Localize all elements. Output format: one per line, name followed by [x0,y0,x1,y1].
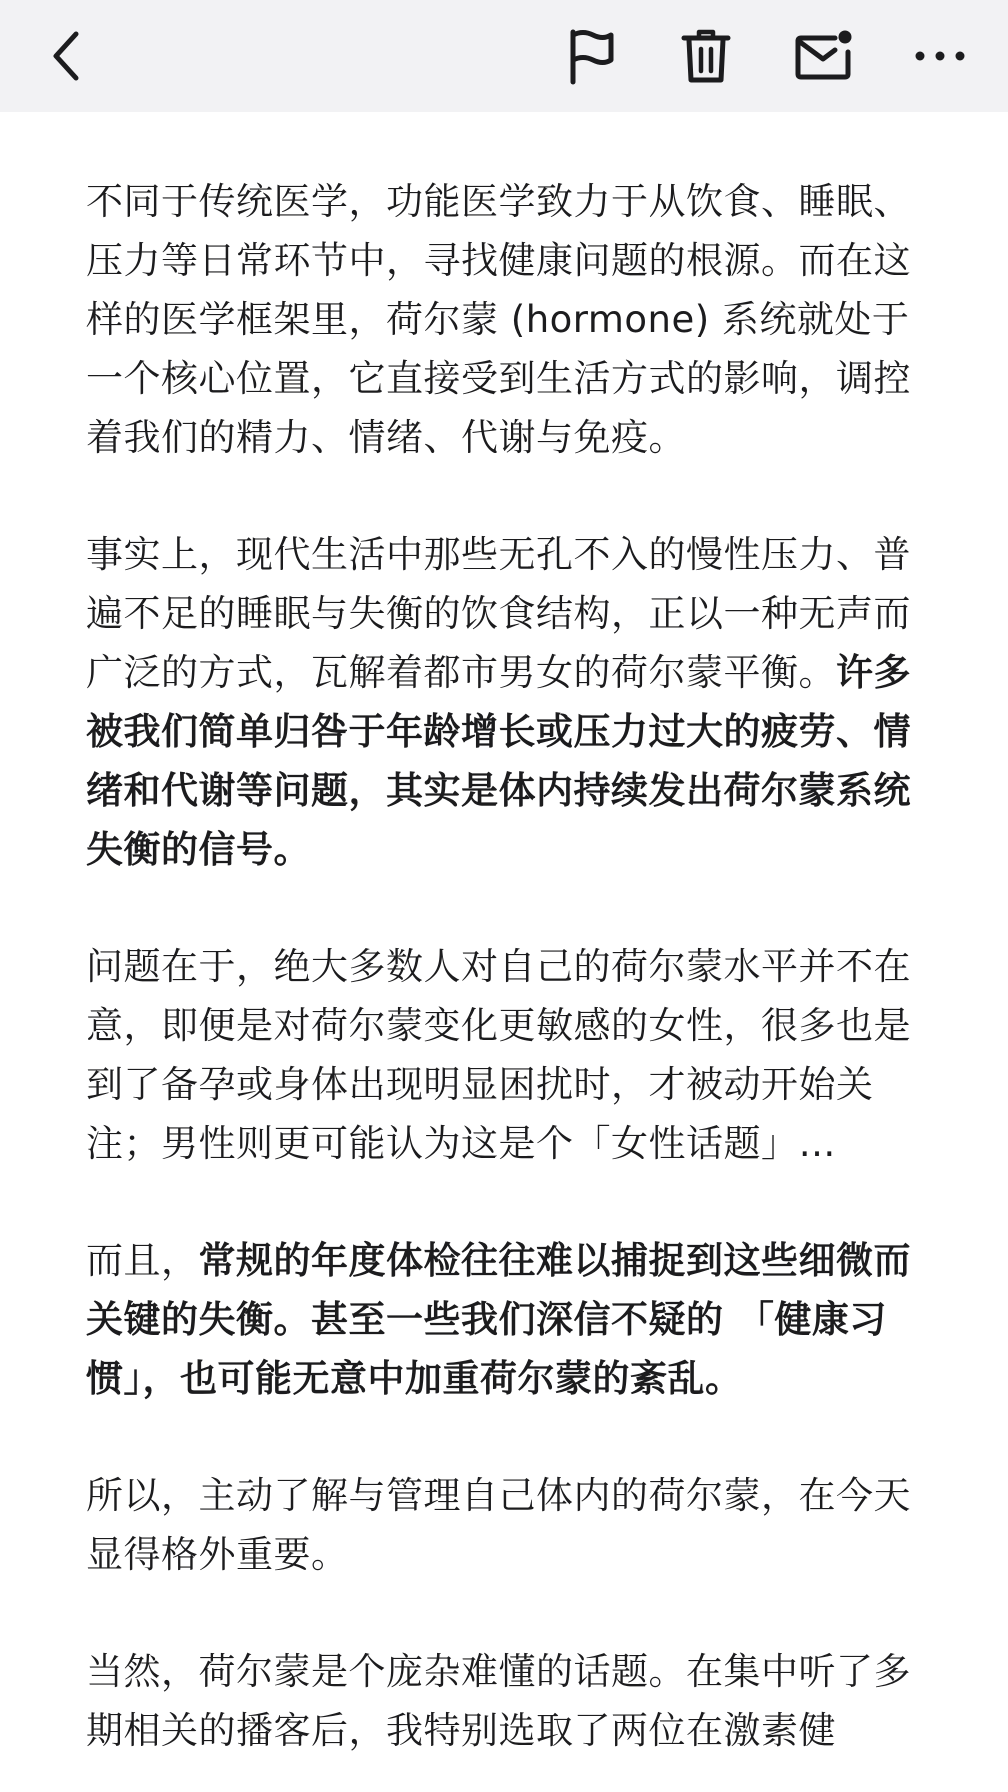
paragraph-5: 所以，主动了解与管理自己体内的荷尔蒙，在今天显得格外重要。 [86,1474,911,1576]
paragraph-2 [86,525,926,879]
back-button[interactable] [32,22,100,90]
mark-unread-button[interactable] [790,22,858,90]
trash-icon [680,26,732,86]
more-button[interactable] [906,22,974,90]
paragraph-2-text: 事实上，现代生活中那些无孔不入的慢性压力、普遍不足的睡眠与失衡的饮食结构，正以一种无声而广泛的方式，瓦解着都市男女的荷尔蒙平衡。 [86,533,911,694]
paragraph-1: 不同于传统医学，功能医学致力于从饮食、睡眠、压力等日常环节中，寻找健康问题的根源。而在这样的医学框架里，荷尔蒙 (hormone) 系统就处于一个核心位置，它直接受到生活方式的影响，调控着我们的精力、情绪、代谢与免疫。 [86,180,911,459]
paragraph-4-text: 而且， [86,1239,199,1282]
paragraph-4 [86,1231,926,1408]
mail-unread-icon [793,26,855,86]
paragraph-3: 问题在于，绝大多数人对自己的荷尔蒙水平并不在意，即便是对荷尔蒙变化更敏感的女性，很多也是到了备孕或身体出现明显困扰时，才被动开始关注；男性则更可能认为这是个「女性话题」… [86,945,911,1165]
more-horizontal-icon [912,46,968,66]
delete-button[interactable] [672,22,740,90]
email-body [86,172,926,1792]
chevron-left-icon [46,26,86,86]
top-toolbar [0,0,1008,112]
flag-button[interactable] [557,22,625,90]
paragraph-4-bold: 常规的年度体检往往难以捕捉到这些细微而关键的失衡。甚至一些我们深信不疑的 「健康习惯」，也可能无意中加重荷尔蒙的紊乱。 [86,1239,911,1400]
paragraph-6: 当然，荷尔蒙是个庞杂难懂的话题。在集中听了多期相关的播客后，我特别选取了两位在激素健 [86,1650,911,1752]
flag-icon [563,26,619,86]
paragraph-2-bold: 许多被我们简单归咎于年龄增长或压力过大的疲劳、情绪和代谢等问题，其实是体内持续发出荷尔蒙系统失衡的信号。 [86,651,911,871]
